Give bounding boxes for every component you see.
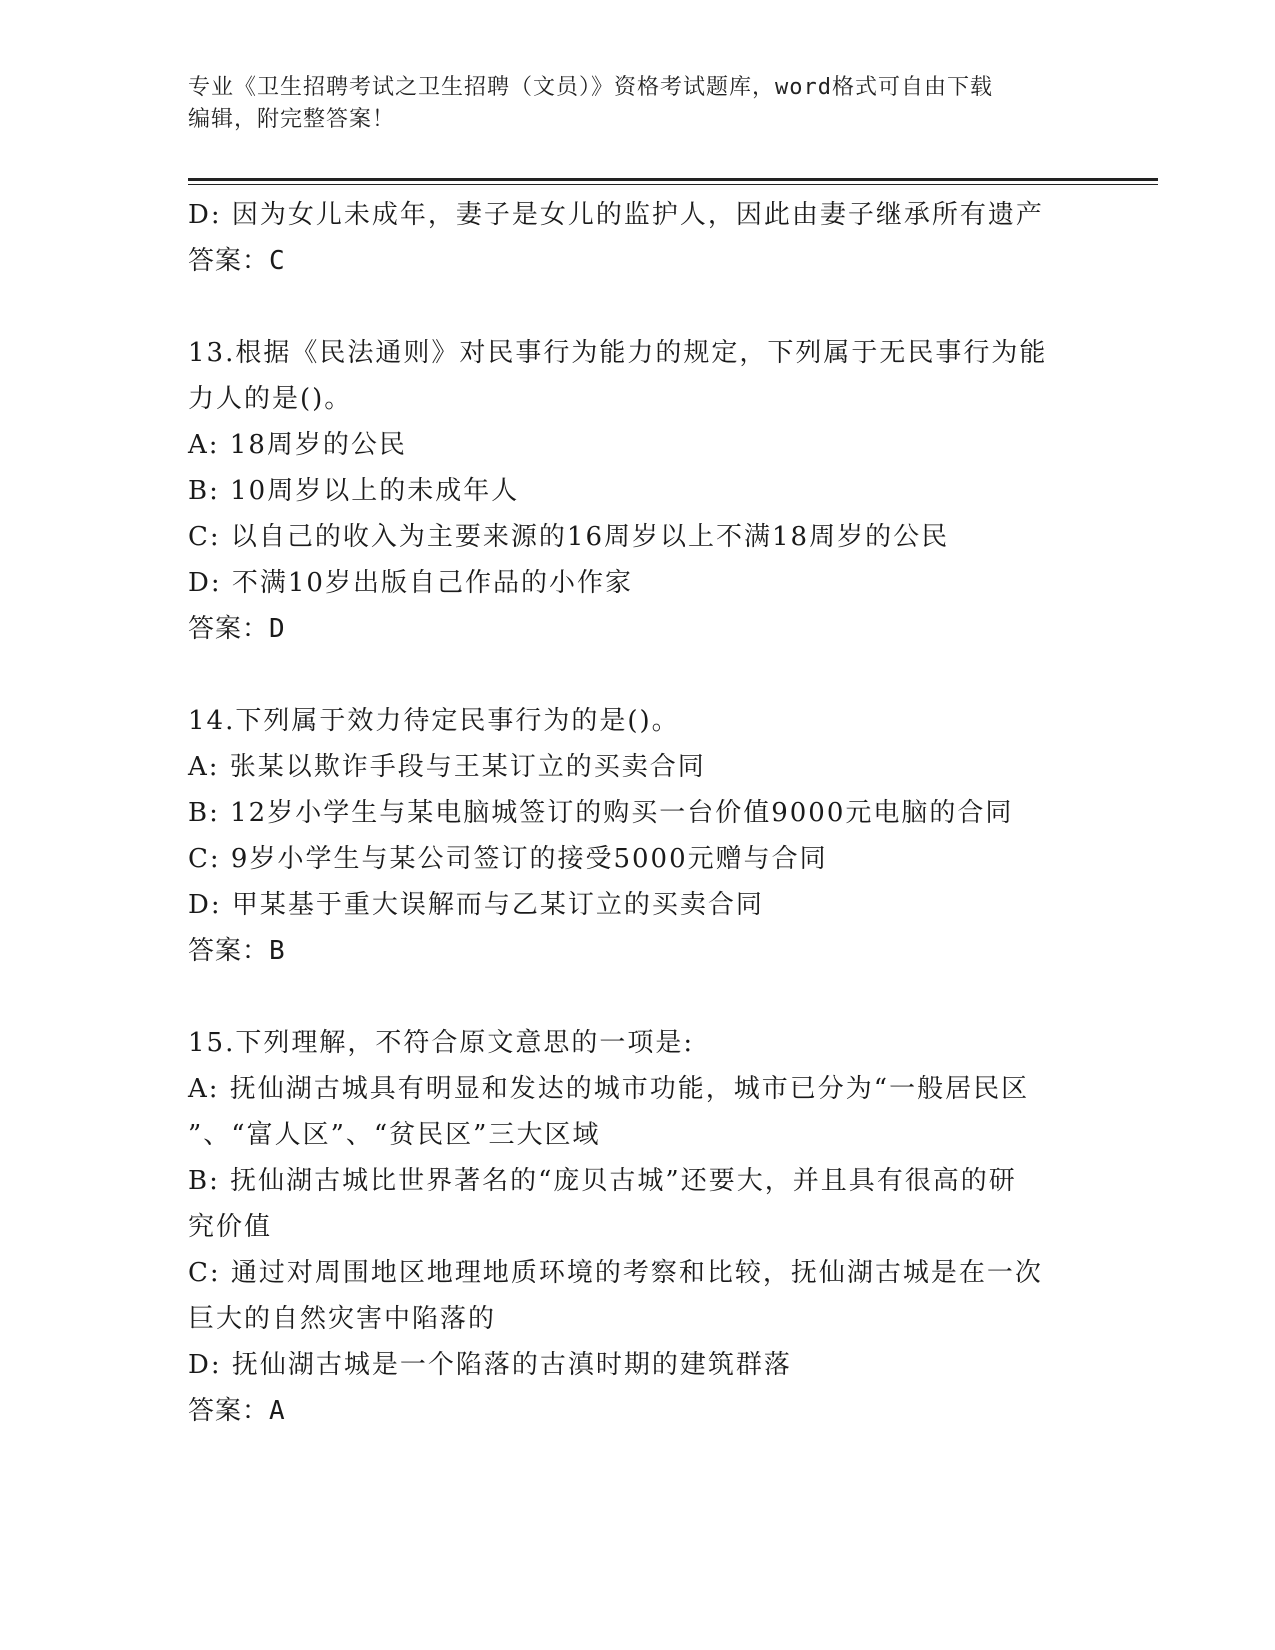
question-14 — [188, 698, 1088, 974]
document-header — [188, 72, 1068, 136]
answer-line: 答案：A — [188, 1396, 286, 1426]
option-a: A: 张某以欺诈手段与王某订立的买卖合同 — [188, 752, 706, 782]
header-line-2: 编辑，附完整答案！ — [188, 107, 396, 132]
option-d: D: 甲某基于重大误解而与乙某订立的买卖合同 — [188, 890, 764, 920]
question-stem: 14.下列属于效力待定民事行为的是()。 — [188, 706, 680, 736]
header-divider-thick — [188, 178, 1158, 181]
option-b-cont: 究价值 — [188, 1212, 273, 1242]
option-c-cont: 巨大的自然灾害中陷落的 — [188, 1304, 497, 1334]
question-stem-cont: 力人的是()。 — [188, 384, 353, 414]
question-12-tail — [188, 192, 1088, 284]
option-a: A: 抚仙湖古城具有明显和发达的城市功能，城市已分为“一般居民区 — [188, 1074, 1030, 1104]
option-b: B: 抚仙湖古城比世界著名的“庞贝古城”还要大，并且具有很高的研 — [188, 1166, 1017, 1196]
header-line-1: 专业《卫生招聘考试之卫生招聘（文员）》资格考试题库，word格式可自由下载 — [188, 75, 993, 100]
question-stem: 15.下列理解，不符合原文意思的一项是: — [188, 1028, 695, 1058]
answer-line: 答案：D — [188, 614, 286, 644]
option-d: D: 抚仙湖古城是一个陷落的古滇时期的建筑群落 — [188, 1350, 792, 1380]
question-stem: 13.根据《民法通则》对民事行为能力的规定，下列属于无民事行为能 — [188, 338, 1048, 368]
option-a: A: 18周岁的公民 — [188, 430, 407, 460]
option-a-cont: ”、“富人区”、“贫民区”三大区域 — [188, 1120, 601, 1150]
option-c: C: 以自己的收入为主要来源的16周岁以上不满18周岁的公民 — [188, 522, 950, 552]
answer-line: 答案：B — [188, 936, 286, 966]
option-c: C: 通过对周围地区地理地质环境的考察和比较，抚仙湖古城是在一次 — [188, 1258, 1043, 1288]
answer-line: 答案：C — [188, 246, 286, 276]
option-c: C: 9岁小学生与某公司签订的接受5000元赠与合同 — [188, 844, 828, 874]
question-15 — [188, 1020, 1088, 1434]
option-b: B: 10周岁以上的未成年人 — [188, 476, 520, 506]
header-divider-thin — [188, 184, 1158, 185]
option-b: B: 12岁小学生与某电脑城签订的购买一台价值9000元电脑的合同 — [188, 798, 1014, 828]
option-d: D: 不满10岁出版自己作品的小作家 — [188, 568, 633, 598]
question-13 — [188, 330, 1088, 652]
option-d: D: 因为女儿未成年，妻子是女儿的监护人，因此由妻子继承所有遗产 — [188, 200, 1044, 230]
question-content — [188, 192, 1088, 1434]
